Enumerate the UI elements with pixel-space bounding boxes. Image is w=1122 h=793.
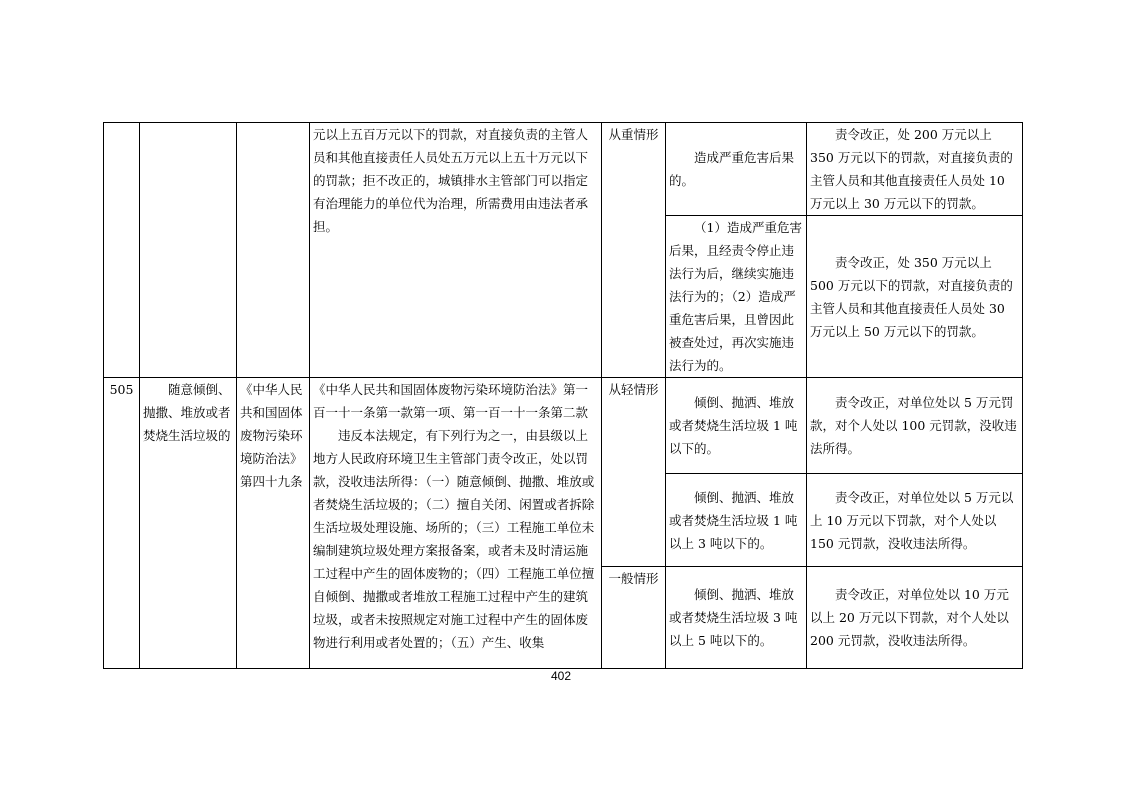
penalty-standard-cell: 责令改正，对单位处以 5 万元以上 10 万元以下罚款，对个人处以 150 元罚款，没收违法所得。	[807, 474, 1023, 567]
discretion-level-cell: 从重情形	[602, 123, 666, 378]
condition-cell: （1）造成严重危害后果，且经责令停止违法行为后，继续实施违法行为的；（2）造成严重危害后果，且曾因此被查处过，再次实施违法行为的。	[666, 216, 807, 378]
discretion-level-light: 从轻情形	[602, 378, 666, 567]
law-text: 违反本法规定，有下列行为之一，由县级以上地方人民政府环境卫生主管部门责令改正，处以罚款，没收违法所得：（一）随意倾倒、抛撒、堆放或者焚烧生活垃圾的；（二）擅自关闭、闲置或者拆除生活垃圾处理设施、场所的；（三）工程施工单位未编制建筑垃圾处理方案报备案，或者未及时清运施工过程中产生的固体废物的；（四）工程施工单位擅自倾倒、抛撒或者堆放工程施工过程中产生的建筑垃圾，或者未按照规定对施工过程中产生的固体废物进行利用或者处置的；（五）产生、收集	[313, 428, 595, 650]
penalty-standard-cell: 责令改正，对单位处以 5 万元罚款，对个人处以 100 元罚款，没收违法所得。	[807, 378, 1023, 474]
discretion-level-general: 一般情形	[602, 567, 666, 669]
legal-basis-cell-empty	[237, 123, 310, 378]
law-title: 《中华人民共和国固体废物污染环境防治法》第一百一十一条第一款第一项、第一百一十一条第二款	[313, 382, 589, 420]
item-name: 随意倾倒、抛撒、堆放或者焚烧生活垃圾的	[140, 378, 237, 669]
page-number: 402	[550, 669, 572, 683]
table-row	[104, 123, 1023, 216]
table-row	[104, 378, 1023, 474]
item-name-cell-empty	[140, 123, 237, 378]
legal-basis: 《中华人民共和国固体废物污染环境防治法》第四十九条	[237, 378, 310, 669]
penalty-table	[103, 122, 1023, 669]
penalty-standard-cell: 责令改正，处 200 万元以上 350 万元以下的罚款，对直接负责的主管人员和其他直接责任人员处 10 万元以上 30 万元以下的罚款。	[807, 123, 1023, 216]
penalty-provision-cell	[310, 378, 602, 669]
item-index: 505	[104, 378, 140, 669]
condition-cell: 倾倒、抛洒、堆放或者焚烧生活垃圾 1 吨以上 3 吨以下的。	[666, 474, 807, 567]
condition-cell: 倾倒、抛洒、堆放或者焚烧生活垃圾 3 吨以上 5 吨以下的。	[666, 567, 807, 669]
condition-cell: 倾倒、抛洒、堆放或者焚烧生活垃圾 1 吨以下的。	[666, 378, 807, 474]
condition-cell: 造成严重危害后果的。	[666, 123, 807, 216]
penalty-content-cell: 元以上五百万元以下的罚款，对直接负责的主管人员和其他直接责任人员处五万元以上五十万元以下的罚款；拒不改正的，城镇排水主管部门可以指定有治理能力的单位代为治理，所需费用由违法者承担。	[310, 123, 602, 378]
penalty-standard-cell: 责令改正，处 350 万元以上 500 万元以下的罚款，对直接负责的主管人员和其他直接责任人员处 30 万元以上 50 万元以下的罚款。	[807, 216, 1023, 378]
index-cell-empty	[104, 123, 140, 378]
penalty-standard-cell: 责令改正，对单位处以 10 万元以上 20 万元以下罚款，对个人处以 200 元罚款，没收违法所得。	[807, 567, 1023, 669]
